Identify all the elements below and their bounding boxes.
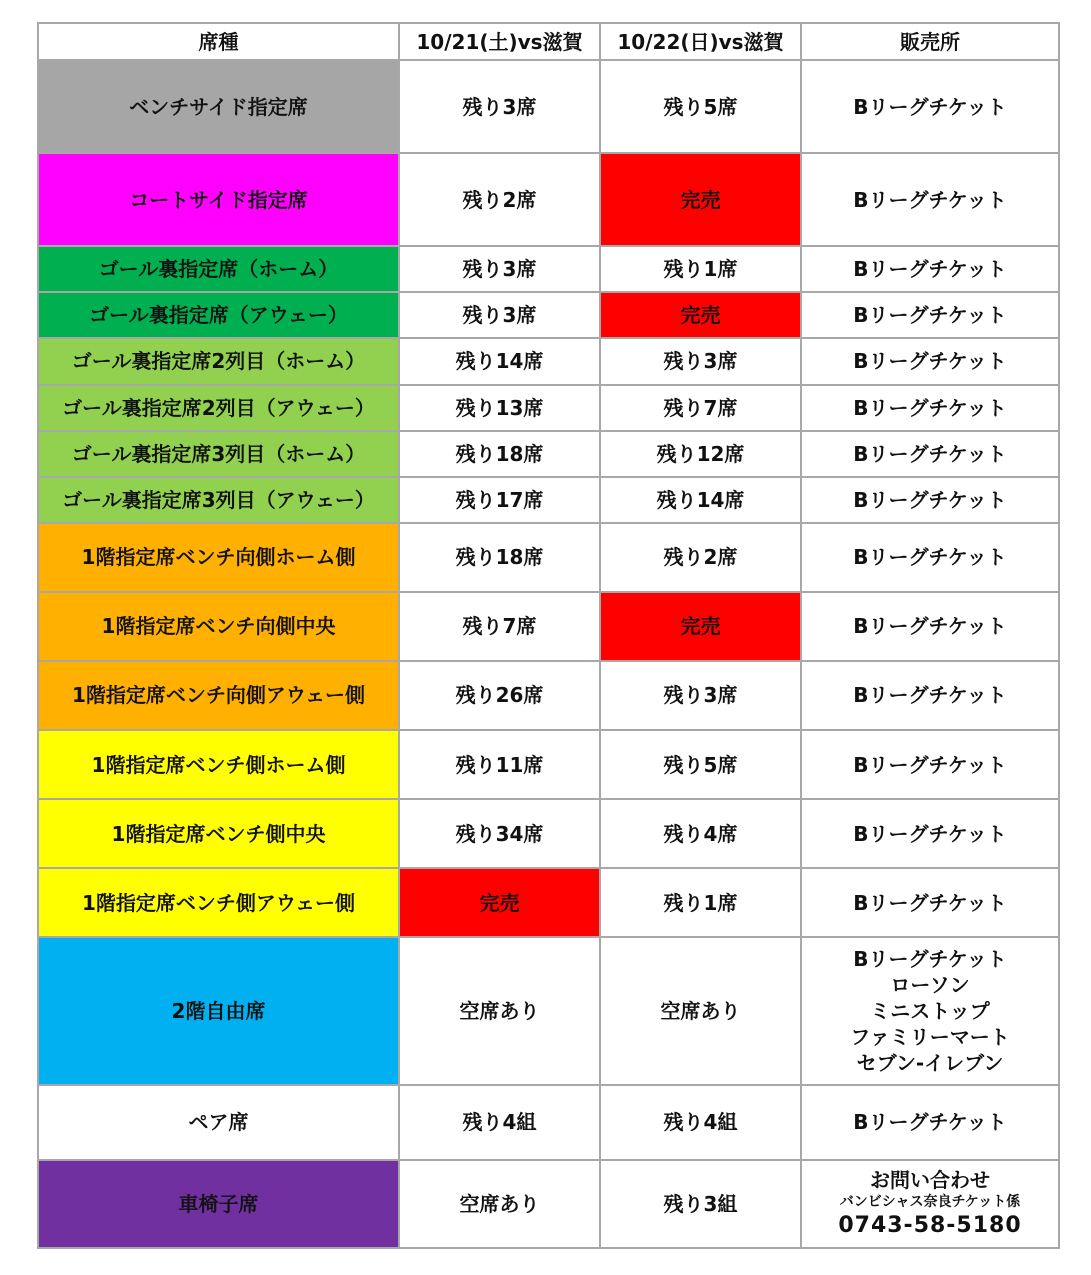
contact-info bbox=[801, 1160, 1059, 1248]
availability-day2: 残り1席 bbox=[600, 868, 801, 937]
sold-out-badge: 完売 bbox=[399, 868, 600, 937]
sales-outlet-cell: Bリーグチケット bbox=[801, 477, 1059, 523]
seat-type-cell: ゴール裏指定席3列目（ホーム） bbox=[38, 431, 399, 477]
table-row bbox=[38, 592, 1059, 661]
table-row bbox=[38, 1160, 1059, 1248]
availability-day2: 残り4組 bbox=[600, 1085, 801, 1160]
seat-type-cell: 1階指定席ベンチ向側アウェー側 bbox=[38, 661, 399, 730]
sales-outlet-cell: Bリーグチケット bbox=[801, 730, 1059, 799]
availability-day1: 残り3席 bbox=[399, 292, 600, 338]
sales-outlet-cell: Bリーグチケット bbox=[801, 246, 1059, 292]
table-row bbox=[38, 431, 1059, 477]
table-row bbox=[38, 338, 1059, 384]
header-sales-outlet: 販売所 bbox=[801, 23, 1059, 60]
table-row bbox=[38, 730, 1059, 799]
sales-outlet-item: Bリーグチケット bbox=[853, 946, 1007, 971]
availability-day2: 空席あり bbox=[600, 937, 801, 1084]
table-row bbox=[38, 60, 1059, 153]
availability-day1: 残り2席 bbox=[399, 153, 600, 246]
seat-type-cell: ゴール裏指定席2列目（ホーム） bbox=[38, 338, 399, 384]
sales-outlet-cell: Bリーグチケット bbox=[801, 1085, 1059, 1160]
sales-outlet-cell: Bリーグチケット bbox=[801, 523, 1059, 592]
sales-outlet-cell: Bリーグチケット bbox=[801, 292, 1059, 338]
seat-type-cell: ペア席 bbox=[38, 1085, 399, 1160]
availability-day1: 残り18席 bbox=[399, 523, 600, 592]
availability-day2: 残り1席 bbox=[600, 246, 801, 292]
table-row bbox=[38, 523, 1059, 592]
availability-day2: 残り3席 bbox=[600, 661, 801, 730]
sold-out-badge: 完売 bbox=[600, 292, 801, 338]
seat-type-cell: 1階指定席ベンチ側中央 bbox=[38, 799, 399, 868]
table-row bbox=[38, 1085, 1059, 1160]
sales-outlet-item: セブン-イレブン bbox=[856, 1050, 1004, 1075]
availability-day2: 残り14席 bbox=[600, 477, 801, 523]
ticket-availability-table bbox=[37, 22, 1060, 1249]
sales-outlet-cell: Bリーグチケット bbox=[801, 592, 1059, 661]
seat-type-cell: 1階指定席ベンチ側ホーム側 bbox=[38, 730, 399, 799]
table-row bbox=[38, 292, 1059, 338]
seat-type-cell: ゴール裏指定席（ホーム） bbox=[38, 246, 399, 292]
sold-out-badge: 完売 bbox=[600, 153, 801, 246]
sales-outlet-cell: Bリーグチケット bbox=[801, 799, 1059, 868]
availability-day1: 残り17席 bbox=[399, 477, 600, 523]
seat-type-cell: 車椅子席 bbox=[38, 1160, 399, 1248]
availability-day2: 残り12席 bbox=[600, 431, 801, 477]
sales-outlet-cell: Bリーグチケット bbox=[801, 385, 1059, 431]
availability-day1: 残り34席 bbox=[399, 799, 600, 868]
header-seat-type: 席種 bbox=[38, 23, 399, 60]
sales-outlet-list bbox=[801, 937, 1059, 1084]
header-date-1021: 10/21(土)vs滋賀 bbox=[399, 23, 600, 60]
sales-outlet-cell: Bリーグチケット bbox=[801, 153, 1059, 246]
table-row bbox=[38, 661, 1059, 730]
sales-outlet-cell: Bリーグチケット bbox=[801, 338, 1059, 384]
availability-day1: 残り26席 bbox=[399, 661, 600, 730]
table-row bbox=[38, 477, 1059, 523]
availability-day1: 残り3席 bbox=[399, 60, 600, 153]
sold-out-badge: 完売 bbox=[600, 592, 801, 661]
header-row bbox=[38, 23, 1059, 60]
seat-type-cell: ゴール裏指定席3列目（アウェー） bbox=[38, 477, 399, 523]
sales-outlet-cell: Bリーグチケット bbox=[801, 60, 1059, 153]
sales-outlet-cell: Bリーグチケット bbox=[801, 431, 1059, 477]
availability-day1: 残り18席 bbox=[399, 431, 600, 477]
table-row bbox=[38, 153, 1059, 246]
availability-day1: 残り3席 bbox=[399, 246, 600, 292]
availability-day1: 空席あり bbox=[399, 1160, 600, 1248]
table-row bbox=[38, 799, 1059, 868]
table-row bbox=[38, 937, 1059, 1084]
availability-day1: 残り14席 bbox=[399, 338, 600, 384]
availability-day2: 残り4席 bbox=[600, 799, 801, 868]
availability-day1: 残り4組 bbox=[399, 1085, 600, 1160]
sales-outlet-item: ミニストップ bbox=[870, 998, 990, 1023]
header-date-1022: 10/22(日)vs滋賀 bbox=[600, 23, 801, 60]
table-row bbox=[38, 385, 1059, 431]
sales-outlet-cell: Bリーグチケット bbox=[801, 661, 1059, 730]
seat-type-cell: 1階指定席ベンチ側アウェー側 bbox=[38, 868, 399, 937]
table-row bbox=[38, 246, 1059, 292]
seat-type-cell: 1階指定席ベンチ向側中央 bbox=[38, 592, 399, 661]
availability-day2: 残り3組 bbox=[600, 1160, 801, 1248]
availability-day2: 残り3席 bbox=[600, 338, 801, 384]
availability-day1: 残り13席 bbox=[399, 385, 600, 431]
seat-type-cell: 2階自由席 bbox=[38, 937, 399, 1084]
contact-title: お問い合わせ bbox=[870, 1168, 990, 1193]
availability-day2: 残り7席 bbox=[600, 385, 801, 431]
seat-type-cell: ベンチサイド指定席 bbox=[38, 60, 399, 153]
seat-type-cell: ゴール裏指定席2列目（アウェー） bbox=[38, 385, 399, 431]
sales-outlet-item: ファミリーマート bbox=[850, 1024, 1010, 1049]
sales-outlet-cell: Bリーグチケット bbox=[801, 868, 1059, 937]
availability-day2: 残り5席 bbox=[600, 60, 801, 153]
contact-department: バンビシャス奈良チケット係 bbox=[839, 1194, 1021, 1211]
availability-day2: 残り2席 bbox=[600, 523, 801, 592]
availability-day1: 空席あり bbox=[399, 937, 600, 1084]
availability-day1: 残り7席 bbox=[399, 592, 600, 661]
contact-phone: 0743-58-5180 bbox=[838, 1212, 1022, 1238]
table-row bbox=[38, 868, 1059, 937]
availability-day1: 残り11席 bbox=[399, 730, 600, 799]
sales-outlet-item: ローソン bbox=[890, 972, 970, 997]
seat-type-cell: コートサイド指定席 bbox=[38, 153, 399, 246]
availability-day2: 残り5席 bbox=[600, 730, 801, 799]
seat-type-cell: ゴール裏指定席（アウェー） bbox=[38, 292, 399, 338]
seat-type-cell: 1階指定席ベンチ向側ホーム側 bbox=[38, 523, 399, 592]
